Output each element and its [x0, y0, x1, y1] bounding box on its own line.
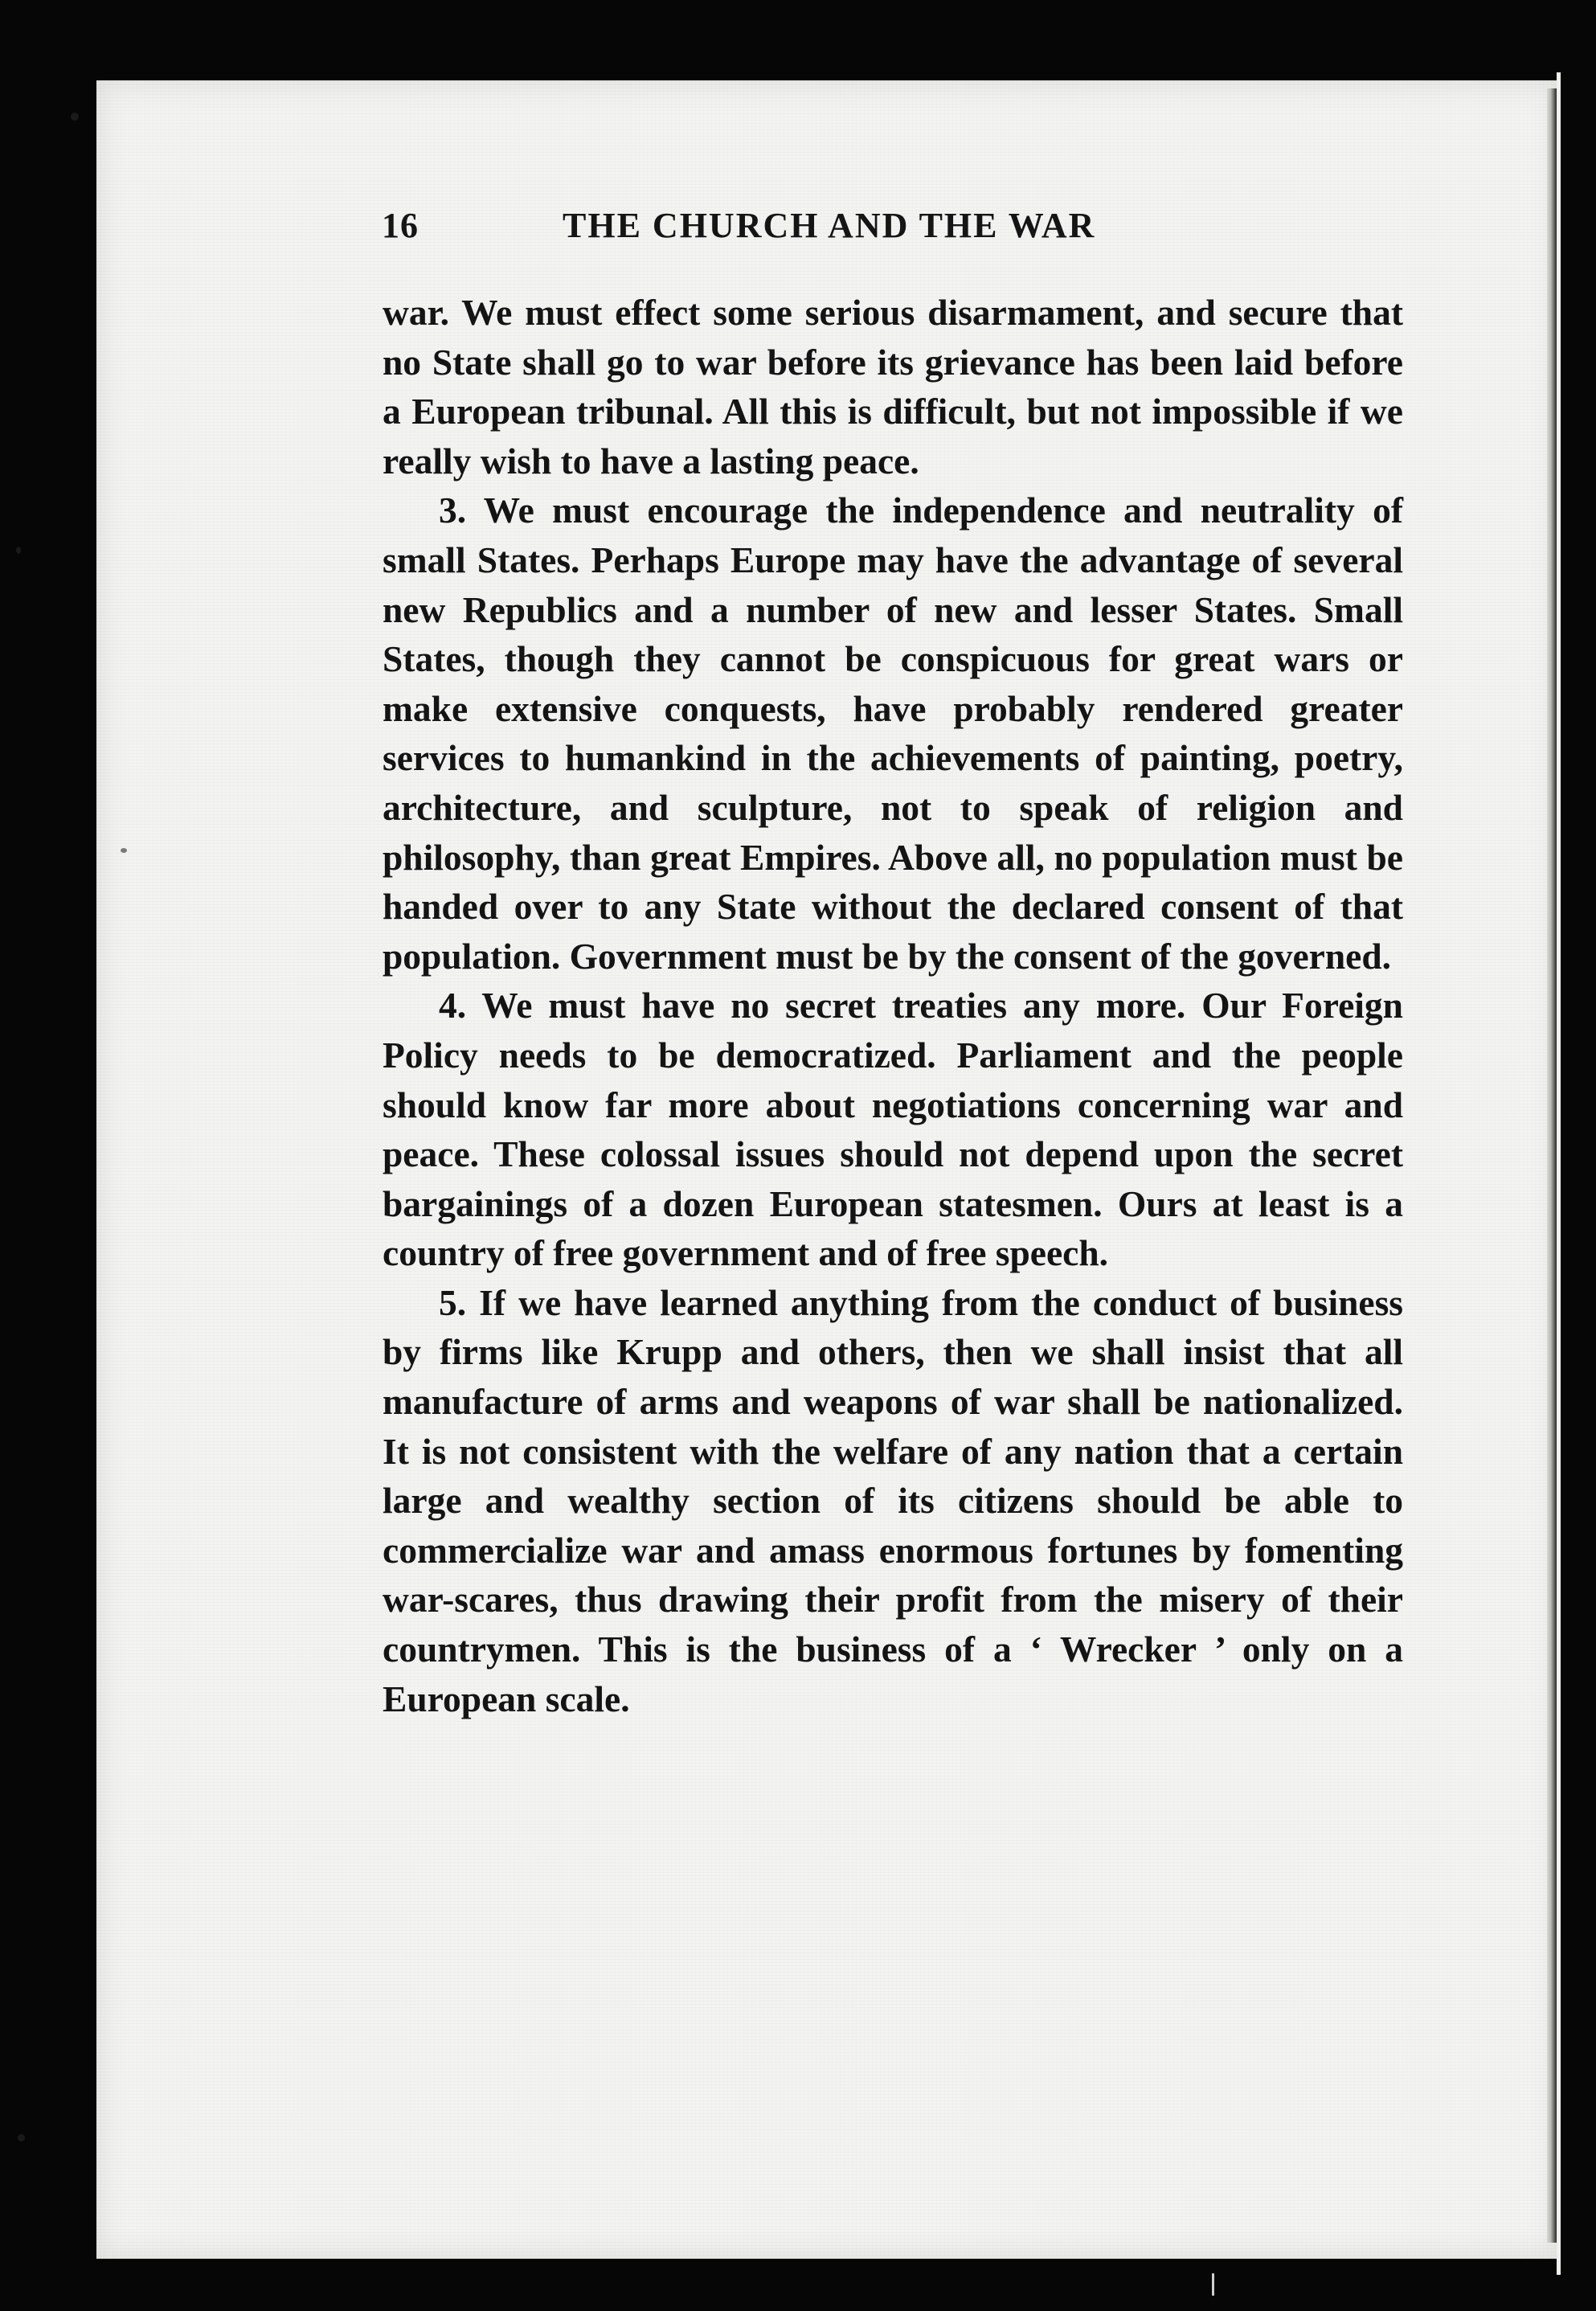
paragraph-point-5: 5. If we have learned anything from the conduct of business by firms like Krupp and others, then we shall insist that all manufacture of arms and weapons of war shall be nationalized. It is not consistent with the welfare of any nation that a certain large and wealthy section of its citizens should be able to commercialize war and amass enormous fortunes by fomenting war-scares, thus drawing their profit from the misery of their countrymen. This is the business of a ‘ Wrecker ’ only on a European scale. — [383, 1281, 1403, 1719]
paragraph-point-4: 4. We must have no secret treaties any more. Our Foreign Policy needs to be democratized. Parliament and the people should know far more about negotiations concerning war and peace. These colossal issues should not depend upon the secret bargainings of a dozen European statesmen. Ours at least is a country of free government and of free speech. — [383, 985, 1403, 1274]
scan-speck — [1212, 2273, 1214, 2296]
scan-speck — [121, 848, 127, 853]
body-text — [383, 288, 1403, 1723]
page-number: 16 — [382, 206, 419, 245]
paragraph-continuation: war. We must effect some serious disarmament, and secure that no State shall go to war before its grievance has been laid before a European tribunal. All this is difficult, but not impossible if we really wish to have a lasting peace. — [383, 292, 1403, 481]
running-title: THE CHURCH AND THE WAR — [563, 206, 1096, 245]
paragraph-point-3: 3. We must encourage the independence and neutrality of small States. Perhaps Europe may have the advantage of several new Republics and a number of new and lesser States. Small States, though they cannot be conspicuous for great wars or make extensive conquests, have probably rendered greater services to humankind in the achievements of painting, poetry, architecture, and sculpture, not to speak of religion and philosophy, than great Empires. Above all, no population must be handed over to any State without the declared consent of that population. Government must be by the consent of the governed. — [383, 490, 1403, 977]
page-header — [382, 205, 1298, 261]
scan-speck — [71, 113, 79, 121]
page-edge-line — [1557, 72, 1561, 2275]
scan-speck — [16, 547, 21, 554]
page-edge-shadow — [1547, 88, 1557, 2243]
scan-speck — [18, 2134, 25, 2141]
